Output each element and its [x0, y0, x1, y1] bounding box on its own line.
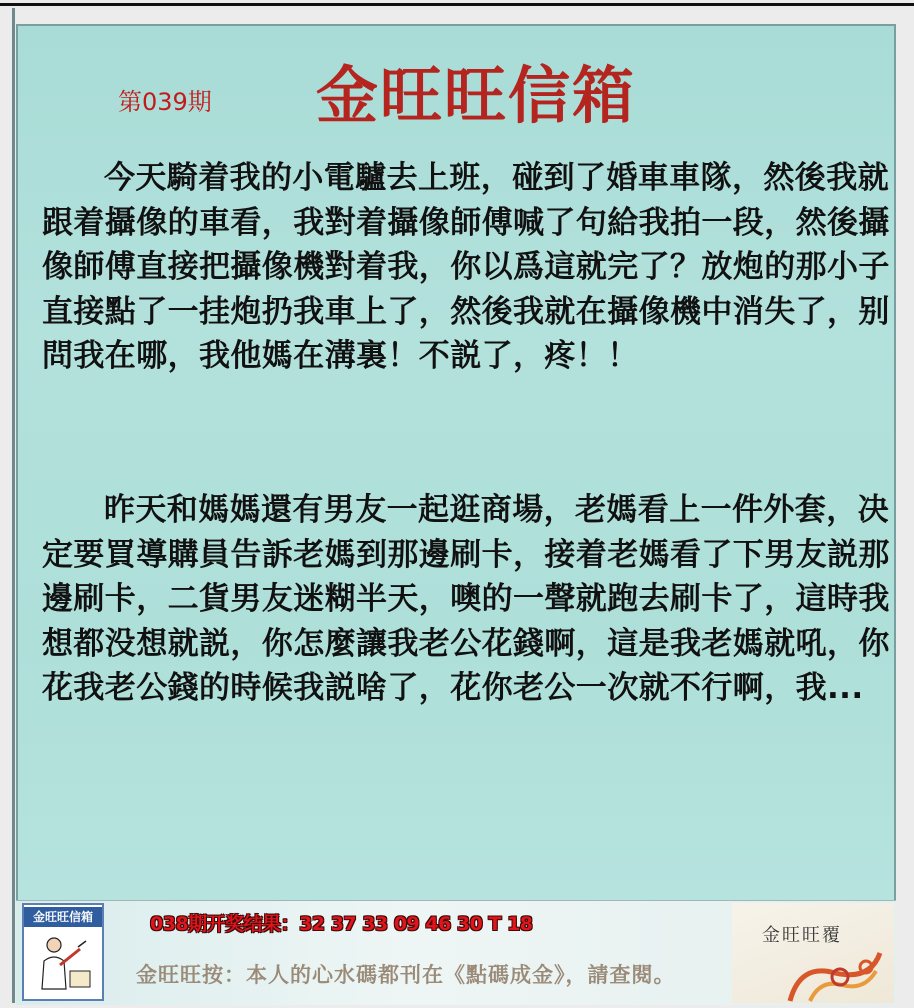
- story-1: 今天騎着我的小電驢去上班，碰到了婚車車隊，然後我就跟着攝像的車看，我對着攝像師傅喊了句給我拍一段，然後攝像師傅直接把攝像機對着我，你以爲這就完了？放炮的那小子直接點了一挂炮扔我車上了，然後我就在攝像機中消失了，别問我在哪，我他媽在溝裏！不説了，疼！！: [42, 160, 890, 375]
- draw-result: 038期开奖结果：32 37 33 09 46 30 T 18: [150, 913, 533, 935]
- footer-bar: [16, 900, 896, 1005]
- top-border: [0, 3, 914, 6]
- editor-note: 金旺旺按：本人的心水碼都刊在《點碼成金》，請查閱。: [136, 962, 676, 987]
- reply-stamp: 金旺旺覆: [762, 925, 842, 946]
- mailbox-logo: [22, 903, 104, 1001]
- page-title: 金旺旺信箱: [316, 59, 637, 132]
- letter-panel: [16, 24, 896, 904]
- left-border: [12, 8, 15, 1003]
- logo-label: 金旺旺信箱: [24, 907, 102, 927]
- writer-figure-icon: [30, 931, 96, 997]
- issue-number: 第039期: [118, 88, 212, 116]
- story-2: 昨天和媽媽還有男友一起逛商場，老媽看上一件外套，决定要買導購員告訴老媽到那邊刷卡，接着老媽看了下男友説那邊刷卡，二貨男友迷糊半天，噢的一聲就跑去刷卡了，這時我想都没想就説，你怎麼讓我老公花錢啊，這是我老媽就吼，你花我老公錢的時候我説啥了，花你老公一次就不行啊，我...: [42, 492, 890, 707]
- stamp-area: [732, 903, 894, 1003]
- cloud-swirl-icon: [780, 943, 890, 1003]
